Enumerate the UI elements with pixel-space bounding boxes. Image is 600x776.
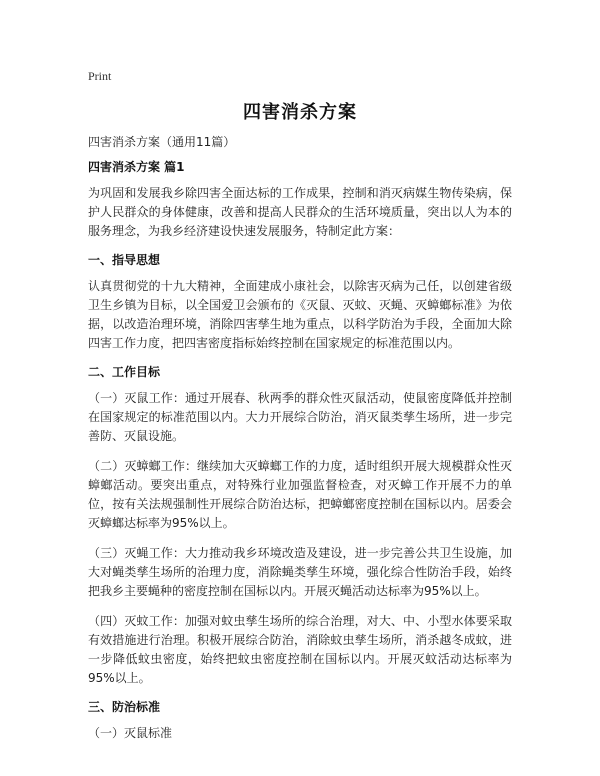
print-link[interactable]: Print [88, 69, 112, 83]
paragraph-rat-control: （一）灭鼠工作：通过开展春、秋两季的群众性灭鼠活动，使鼠密度降低并控制在国家规定的标准范围以内。大力开展综合防治，消灭鼠类孳生场所，进一步完善防、灭鼠设施。 [88, 391, 512, 443]
heading-work-goals: 二、工作目标 [88, 365, 161, 379]
heading-prevention-standards: 三、防治标准 [88, 700, 161, 714]
paragraph-fly-control: （三）灭蝇工作：大力推动我乡环境改造及建设，进一步完善公共卫生设施，加大对蝇类孳生场所的治理力度，消除蝇类孳生环境，强化综合性防治手段，始终把我乡主要蝇种的密度控制在国标以内。开展灭蝇活动达标率为95%以上。 [88, 546, 512, 598]
document-subtitle: 四害消杀方案（通用11篇） [88, 135, 236, 149]
page-title: 四害消杀方案 [243, 102, 357, 123]
section-heading: 四害消杀方案 篇1 [88, 160, 185, 174]
paragraph-rat-standard: （一）灭鼠标准 [88, 726, 173, 740]
paragraph-guiding-ideology: 认真贯彻党的十九大精神，全面建成小康社会，以除害灭病为己任，以创建省级卫生乡镇为目标，以全国爱卫会颁布的《灭鼠、灭蚊、灭蝇、灭蟑螂标准》为依据，以改造治理环境，消除四害孳生地为重点，以科学防治为手段，全面加大除四害工作力度，把四害密度指标始终控制在国家规定的标准范围以内。 [88, 279, 512, 350]
document-body [88, 134, 512, 754]
paragraph-cockroach-control: （二）灭蟑螂工作：继续加大灭蟑螂工作的力度，适时组织开展大规模群众性灭蟑螂活动。要突出重点，对特殊行业加强监督检查，对灭蟑工作开展不力的单位，按有关法规强制性开展综合防治达标，把蟑螂密度控制在国标以内。居委会灭蟑螂达标率为95%以上。 [88, 459, 512, 530]
paragraph-mosquito-control: （四）灭蚊工作：加强对蚊虫孳生场所的综合治理，对大、中、小型水体要采取有效措施进行治理。积极开展综合防治，消除蚊虫孳生场所，消杀越冬成蚊，进一步降低蚊虫密度，始终把蚊虫密度控制在国标以内。开展灭蚊活动达标率为95%以上。 [88, 614, 512, 685]
intro-paragraph: 为巩固和发展我乡除四害全面达标的工作成果，控制和消灭病媒生物传染病，保护人民群众的身体健康，改善和提高人民群众的生活环境质量，突出以人为本的服务理念，为我乡经济建设快速发展服务，特制定此方案： [88, 186, 512, 238]
heading-guiding-ideology: 一、指导思想 [88, 253, 161, 267]
